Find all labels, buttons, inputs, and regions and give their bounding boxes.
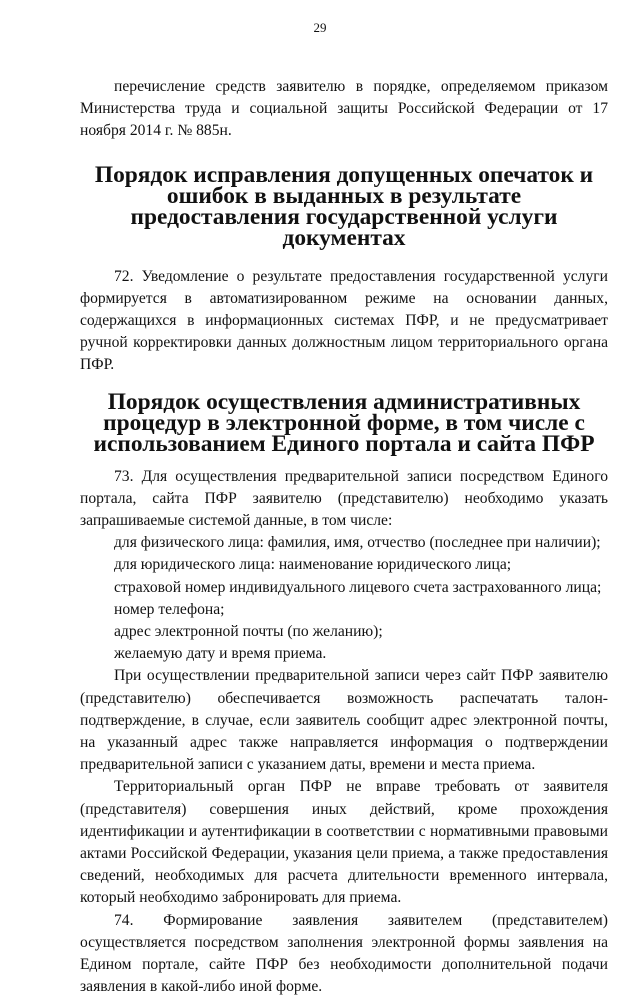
list-item: желаемую дату и время приема. — [114, 645, 327, 663]
section-2-heading: Порядок осуществления административных процедур в электронной форме, в том числе с использованием Единого портала и сайта ПФР — [93, 388, 595, 457]
paragraph-73: 73. Для осуществления предварительной записи посредством Единого портала, сайта ПФР заявителю (представителю) необходимо указать запрашиваемые системой данные, в том числе: — [80, 467, 608, 530]
paragraph-74: 74. Формирование заявления заявителем (представителем) осуществляется посредством заполнения электронной формы заявления на Едином портале, сайте ПФР без необходимости дополнительной подачи заявления в какой-либо иной форме. — [80, 911, 608, 996]
list-item: номер телефона; — [114, 600, 225, 618]
paragraph-72: 72. Уведомление о результате предоставления государственной услуги формируется в автоматизированном режиме на основании данных, содержащихся в информационных системах ПФР, и не предусматривает ручной корректировки данных должностным лицом территориального органа ПФР. — [80, 267, 608, 374]
list-item: для юридического лица: наименование юридического лица; — [114, 556, 512, 574]
list-item: адрес электронной почты (по желанию); — [114, 623, 383, 641]
list-item: для физического лица: фамилия, имя, отчество (последнее при наличии); — [114, 534, 601, 552]
intro-paragraph: перечисление средств заявителю в порядке, определяемом приказом Министерства труда и социальной защиты Российской Федерации от 17 ноября 2014 г. № 885н. — [80, 78, 608, 140]
list-item: страховой номер индивидуального лицевого счета застрахованного лица; — [114, 578, 602, 596]
paragraph-site-booking: При осуществлении предварительной записи через сайт ПФР заявителю (представителю) обеспечивается возможность распечатать талон-подтверждение, в случае, если заявитель сообщит адрес электронной почты, на указанный адрес также направляется информация о подтверждении предварительной записи с указанием даты, времени и места приема. — [80, 667, 608, 774]
paragraph-territorial-office: Территориальный орган ПФР не вправе требовать от заявителя (представителя) совершения иных действий, кроме прохождения идентификации и аутентификации в соответствии с нормативными правовыми актами Российской Федерации, указания цели приема, а также предоставления сведений, необходимых для расчета длительности временного интервала, который необходимо забронировать для приема. — [80, 778, 608, 907]
document-body — [80, 76, 608, 999]
section-1-heading: Порядок исправления допущенных опечаток и ошибок в выданных в результате предоставления государственной услуги документах — [94, 161, 594, 251]
page-number: 29 — [313, 20, 327, 35]
